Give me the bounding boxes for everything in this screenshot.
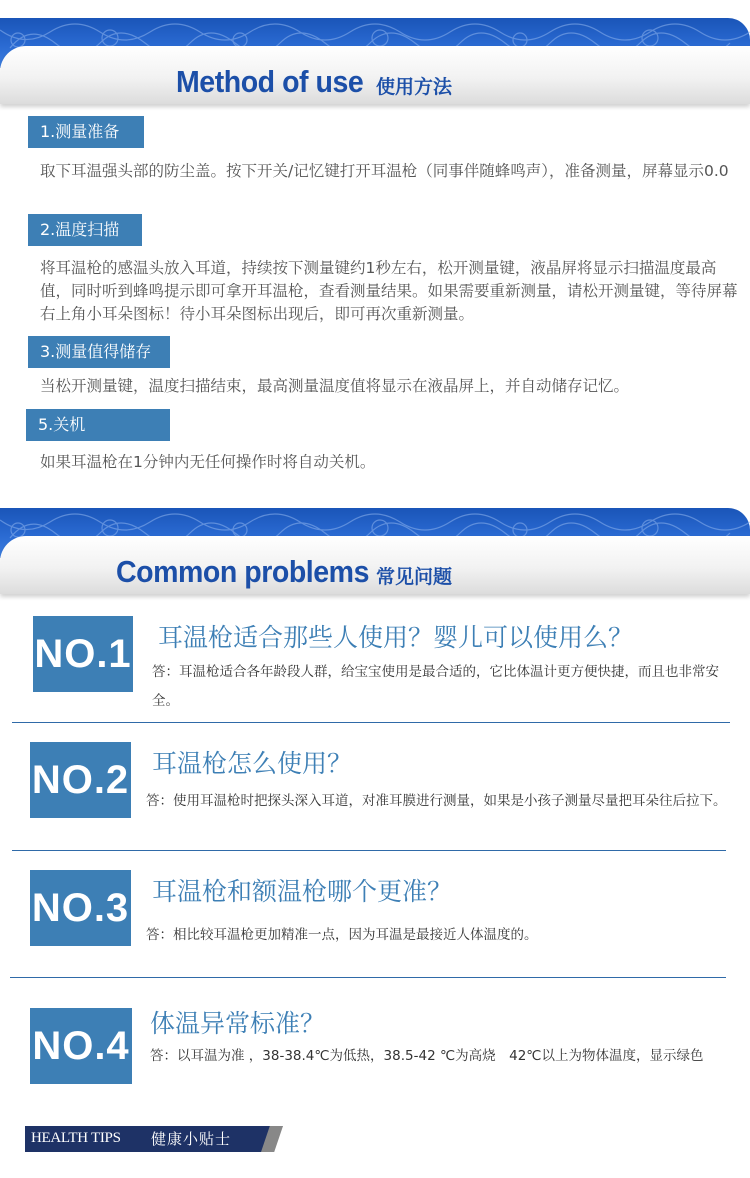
step-label-store: 3.测量值得储存 [28, 336, 170, 368]
step-label-scan: 2.温度扫描 [28, 214, 142, 246]
faq-number-badge: NO.4 [30, 1008, 132, 1084]
health-tips-tab [25, 1126, 283, 1152]
faq-answer: 答：使用耳温枪时把探头深入耳道，对准耳膜进行测量，如果是小孩子测量尽量把耳朵往后拉下。 [146, 793, 727, 809]
faq-question: 耳温枪怎么使用？ [152, 749, 353, 778]
section-title-zh: 常见问题 [376, 566, 453, 588]
step-text-prepare: 取下耳温强头部的防尘盖。按下开关/记忆键打开耳温枪（同事伴随蜂鸣声），准备测量，屏幕显示0.0 [40, 162, 729, 180]
health-tips-en: HEALTH TIPS [31, 1130, 121, 1146]
faq-number-badge: NO.2 [30, 742, 131, 818]
faq-question: 耳温枪和额温枪哪个更准？ [152, 877, 453, 906]
faq-answer: 答：以耳温为准 ，38-38.4℃为低热，38.5-42 ℃为高烧 42℃以上为物体温度，显示绿色 [150, 1048, 704, 1064]
health-tips-zh: 健康小贴士 [151, 1130, 232, 1148]
faq-divider [12, 722, 730, 723]
faq-divider [10, 977, 726, 978]
section-title-en: Common problems [116, 554, 369, 589]
faq-answer: 答：耳温枪适合各年龄段人群，给宝宝使用是最合适的，它比体温计更方便快捷，而且也非常安全。 [152, 664, 719, 709]
step-text-scan: 将耳温枪的感温头放入耳道，持续按下测量键约1秒左右，松开测量键，液晶屏将显示扫描温度最高值，同时听到蜂鸣提示即可拿开耳温枪，查看测量结果。如果需要重新测量，请松开测量键，等待屏幕右上角小耳朵图标！待小耳朵图标出现后，即可再次重新测量。 [40, 259, 738, 323]
step-text-store: 当松开测量键，温度扫描结束，最高测量温度值将显示在液晶屏上，并自动储存记忆。 [40, 377, 630, 395]
step-label-prepare: 1.测量准备 [28, 116, 144, 148]
faq-number-badge: NO.3 [30, 870, 131, 946]
section-title-zh: 使用方法 [376, 76, 453, 98]
step-text-shutdown: 如果耳温枪在1分钟内无任何操作时将自动关机。 [40, 453, 376, 471]
faq-question: 耳温枪适合那些人使用？婴儿可以使用么？ [158, 623, 634, 652]
section-title-en: Method of use [176, 64, 364, 99]
faq-answer: 答：相比较耳温枪更加精准一点，因为耳温是最接近人体温度的。 [146, 927, 538, 943]
banner-plate [0, 536, 750, 594]
faq-number-badge: NO.1 [33, 616, 133, 692]
step-label-shutdown: 5.关机 [26, 409, 170, 441]
common-problems-banner [0, 508, 750, 600]
faq-question: 体温异常标准？ [150, 1009, 326, 1038]
banner-plate [0, 46, 750, 104]
faq-divider [12, 850, 726, 851]
method-of-use-banner [0, 18, 750, 110]
